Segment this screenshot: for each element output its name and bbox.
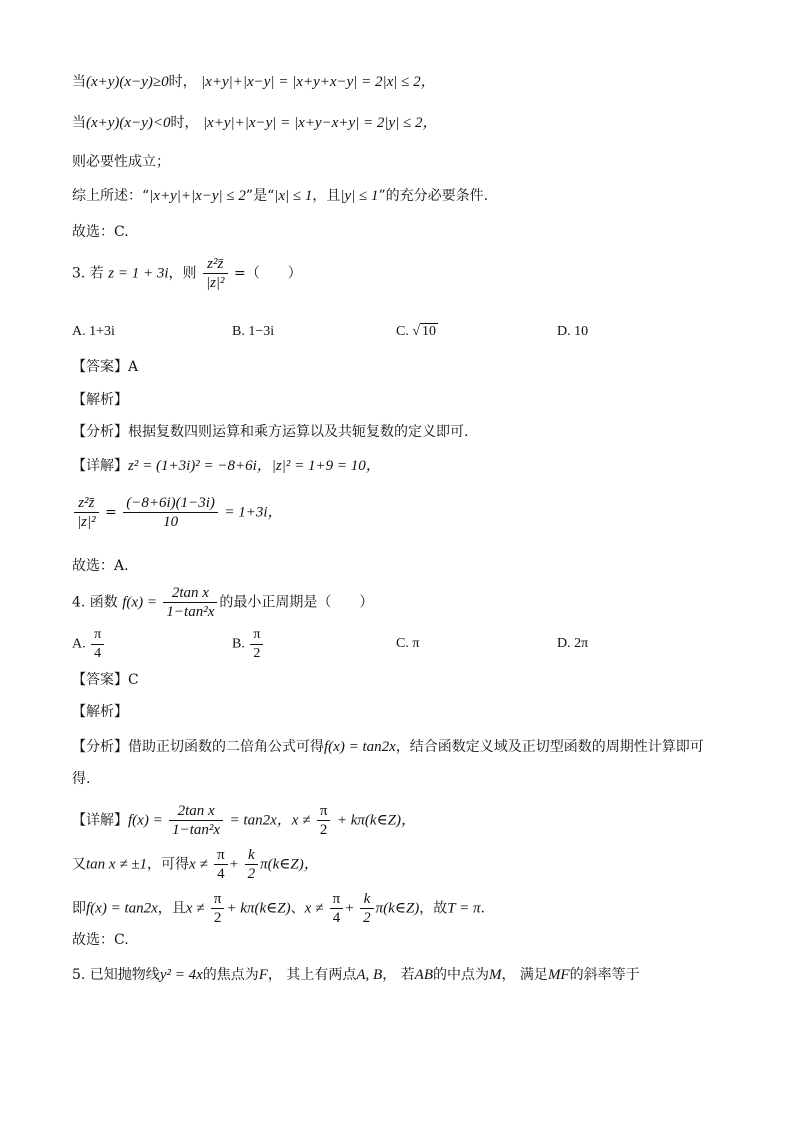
denominator: 2 <box>363 910 371 926</box>
math-expression: |x+y|+|x−y| = |x+y+x−y| = 2|x| ≤ 2， <box>201 74 436 90</box>
q4-option-a[interactable] <box>72 626 106 663</box>
proof-line-3: 则必要性成立； <box>72 154 170 170</box>
math: π(k∈Z) <box>375 900 420 917</box>
math-expression: |x+y|+|x−y| = |x+y−x+y| = 2|y| ≤ 2， <box>202 115 438 131</box>
denominator: 1−tan²x <box>172 822 221 838</box>
math: + <box>229 856 239 873</box>
math-condition: (x+y)(x−y)≥0 <box>86 74 169 90</box>
numerator: 2tan x <box>169 802 223 821</box>
text: 【详解】 <box>72 458 128 474</box>
numerator: z²z̄ <box>74 494 99 513</box>
text: ”的充分必要条件. <box>378 188 489 204</box>
fraction <box>203 255 228 292</box>
numerator: z²z̄ <box>203 255 228 274</box>
denominator: 2 <box>319 822 328 838</box>
summary-line <box>72 186 488 206</box>
q4-fenxi <box>72 737 704 757</box>
math: M <box>488 967 502 983</box>
text: . <box>480 900 485 917</box>
numerator: π <box>91 626 104 645</box>
q4-option-b[interactable] <box>232 626 265 663</box>
text: 当 <box>72 74 86 90</box>
q4-option-d[interactable]: D. 2π <box>557 636 589 651</box>
text: 时， <box>170 115 199 131</box>
text: 又 <box>72 856 86 873</box>
math: + kπ(k∈Z) <box>226 900 291 917</box>
math: z² = (1+3i)² = −8+6i <box>128 458 257 474</box>
math: + kπ(k∈Z)， <box>336 812 417 829</box>
text: 时， <box>168 74 197 90</box>
numerator: π <box>214 846 228 865</box>
math: = tan2x，x ≠ <box>229 812 311 829</box>
denominator: 2 <box>213 910 222 926</box>
denominator: 2 <box>247 866 256 882</box>
text: ”是“ <box>245 188 275 204</box>
math: x ≠ <box>189 856 208 873</box>
text: ，故 <box>419 900 448 917</box>
math: A, B <box>356 967 383 983</box>
text: ， 其上有两点 <box>267 967 357 983</box>
math: T = π <box>447 900 481 917</box>
q4-answer: 【答案】C <box>72 672 139 688</box>
q4-option-c[interactable]: C. π <box>396 636 420 651</box>
proof-line-1 <box>72 72 436 92</box>
fraction <box>74 494 99 531</box>
q3-option-b[interactable]: B. 1−3i <box>232 324 275 339</box>
denominator: 10 <box>163 514 179 530</box>
text: 、 <box>290 900 305 917</box>
text: ， 若 <box>382 967 415 983</box>
denominator: 4 <box>332 910 341 926</box>
q4-choose: 故选：C. <box>72 932 129 948</box>
option-label: B. <box>232 636 245 652</box>
q4-again <box>72 846 319 883</box>
numerator: π <box>250 626 263 645</box>
denominator: 2 <box>253 646 261 661</box>
fraction <box>91 626 104 663</box>
math: π(k∈Z)， <box>260 856 319 873</box>
q3-option-a[interactable]: A. 1+3i <box>72 324 115 339</box>
math: ，|z|² = 1+9 = 10， <box>256 458 381 474</box>
text: 3. 若 <box>72 265 104 282</box>
question-4-stem <box>72 584 373 621</box>
text: ，且 <box>312 188 341 204</box>
question-3-stem <box>72 255 302 292</box>
numerator: k <box>245 846 259 865</box>
numerator: k <box>360 890 374 909</box>
text: 【详解】 <box>72 812 128 829</box>
text: 当 <box>72 115 86 131</box>
q4-fenxi-cont: 得. <box>72 771 91 787</box>
choose-line-2: 故选：C. <box>72 224 129 240</box>
math: AB <box>414 967 433 983</box>
math: f(x) = tan2x <box>86 900 158 917</box>
math: f(x) = tan2x <box>324 739 396 755</box>
q3-option-c[interactable]: C. √ 10 <box>396 324 437 339</box>
option-label: C. <box>396 324 409 339</box>
text: ，则 <box>168 265 197 282</box>
fraction <box>360 890 374 927</box>
fraction <box>211 890 225 927</box>
math: |y| ≤ 1 <box>340 188 379 204</box>
numerator: π <box>211 890 225 909</box>
math-condition: (x+y)(x−y)<0 <box>86 115 171 131</box>
q3-calc: $\frac{\text{z²z̄}}{\text{|z|²}}$ = $\frac{(-8+6i)(1-3i)}{10}$ = 1+3i， <box>72 494 283 531</box>
numerator: π <box>317 802 331 821</box>
math: x ≠ <box>304 900 324 917</box>
text: 的斜率等于 <box>569 967 640 983</box>
math: + <box>345 900 354 917</box>
text: 即 <box>72 900 86 917</box>
text: ， 满足 <box>501 967 548 983</box>
q4-analysis-tag: 【解析】 <box>72 704 128 720</box>
denominator: 4 <box>94 646 102 661</box>
text: 【分析】借助正切函数的二倍角公式可得 <box>72 739 324 755</box>
numerator: π <box>330 890 344 909</box>
question-5-stem <box>72 965 640 985</box>
fraction <box>123 494 218 531</box>
math: F <box>258 967 268 983</box>
proof-line-2 <box>72 113 438 133</box>
text: 的中点为 <box>432 967 489 983</box>
denominator: |z|² <box>205 275 225 291</box>
math: |x+y|+|x−y| ≤ 2 <box>149 188 246 204</box>
text: ，可得 <box>147 856 190 873</box>
denominator: 1−tan²x <box>166 604 215 620</box>
text: ，且 <box>157 900 186 917</box>
fraction <box>317 802 331 839</box>
numerator: 2tan x <box>163 584 217 603</box>
text: 的最小正周期是（ ） <box>219 594 374 611</box>
text: 5. 已知抛物线 <box>72 967 160 983</box>
fraction <box>214 846 228 883</box>
text: 综上所述：“ <box>72 188 150 204</box>
q3-choose: 故选：A. <box>72 558 129 574</box>
math: z = 1 + 3i <box>108 265 169 282</box>
math: x ≠ <box>185 900 205 917</box>
math: = 1+3i， <box>224 504 283 521</box>
denominator: 4 <box>217 866 225 882</box>
math: MF <box>547 967 570 983</box>
fraction <box>250 626 263 663</box>
fraction <box>330 890 344 927</box>
text: 4. 函数 <box>72 594 118 611</box>
sqrt-value: 10 <box>422 324 437 339</box>
math: f(x) = <box>122 594 157 611</box>
q3-analysis-tag: 【解析】 <box>72 392 128 408</box>
math: |x| ≤ 1 <box>274 188 313 204</box>
q3-fenxi: 【分析】根据复数四则运算和乘方运算以及共轭复数的定义即可. <box>72 424 469 440</box>
q3-option-d[interactable]: D. 10 <box>557 324 589 339</box>
text: 的焦点为 <box>202 967 259 983</box>
q4-ji <box>72 890 485 927</box>
math: y² = 4x <box>159 967 203 983</box>
q3-detail <box>72 456 381 476</box>
fraction <box>169 802 223 839</box>
text: =（ ） <box>234 265 302 282</box>
q3-answer: 【答案】A <box>72 359 139 375</box>
q4-detail <box>72 802 416 839</box>
math: f(x) = <box>128 812 163 829</box>
denominator: |z|² <box>77 514 96 530</box>
fraction <box>245 846 259 883</box>
text: ，结合函数定义域及正切型函数的周期性计算即可 <box>395 739 704 755</box>
option-label: A. <box>72 636 86 652</box>
math: tan x ≠ ±1 <box>86 856 148 873</box>
fraction <box>163 584 217 621</box>
numerator: (−8+6i)(1−3i) <box>123 494 218 513</box>
